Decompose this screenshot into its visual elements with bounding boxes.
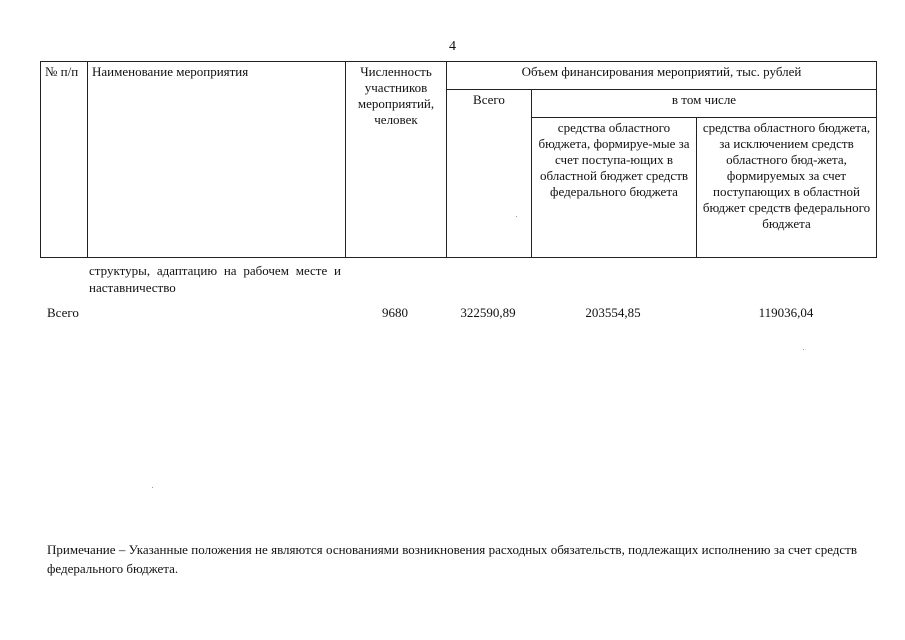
header-participants: Численность участников мероприятий, человек (346, 62, 447, 258)
header-regional-other: средства областного бюджета, за исключением средств областного бюд-жета, формируемых за счет поступающих в областной бюджет средств федерального бюджета (697, 118, 877, 258)
header-number: № п/п (41, 62, 88, 258)
footnote: Примечание – Указанные положения не являются основаниями возникновения расходных обязательств, подлежащих исполнению за счет средств федерального бюджета. (47, 542, 857, 576)
budget-table-header (40, 61, 877, 258)
total-row-label: Всего (47, 305, 79, 320)
total-amount: 322590,89 (460, 305, 516, 320)
row-name-continuation: структуры, адаптацию на рабочем месте и наставничество (89, 263, 341, 295)
total-regional-federal: 203554,85 (585, 305, 641, 320)
header-name: Наименование мероприятия (88, 62, 346, 258)
header-total: Всего (447, 90, 532, 258)
page-number: 4 (449, 39, 456, 54)
total-participants: 9680 (382, 305, 408, 320)
scan-speck (803, 349, 804, 350)
total-regional-other: 119036,04 (758, 305, 814, 320)
header-including: в том числе (532, 90, 877, 118)
header-regional-federal: средства областного бюджета, формируе-мые за счет поступа-ющих в областной бюджет средств федерального бюджета (532, 118, 697, 258)
header-financing: Объем финансирования мероприятий, тыс. рублей (447, 62, 877, 90)
scan-speck (152, 487, 153, 488)
scan-speck (516, 216, 517, 217)
